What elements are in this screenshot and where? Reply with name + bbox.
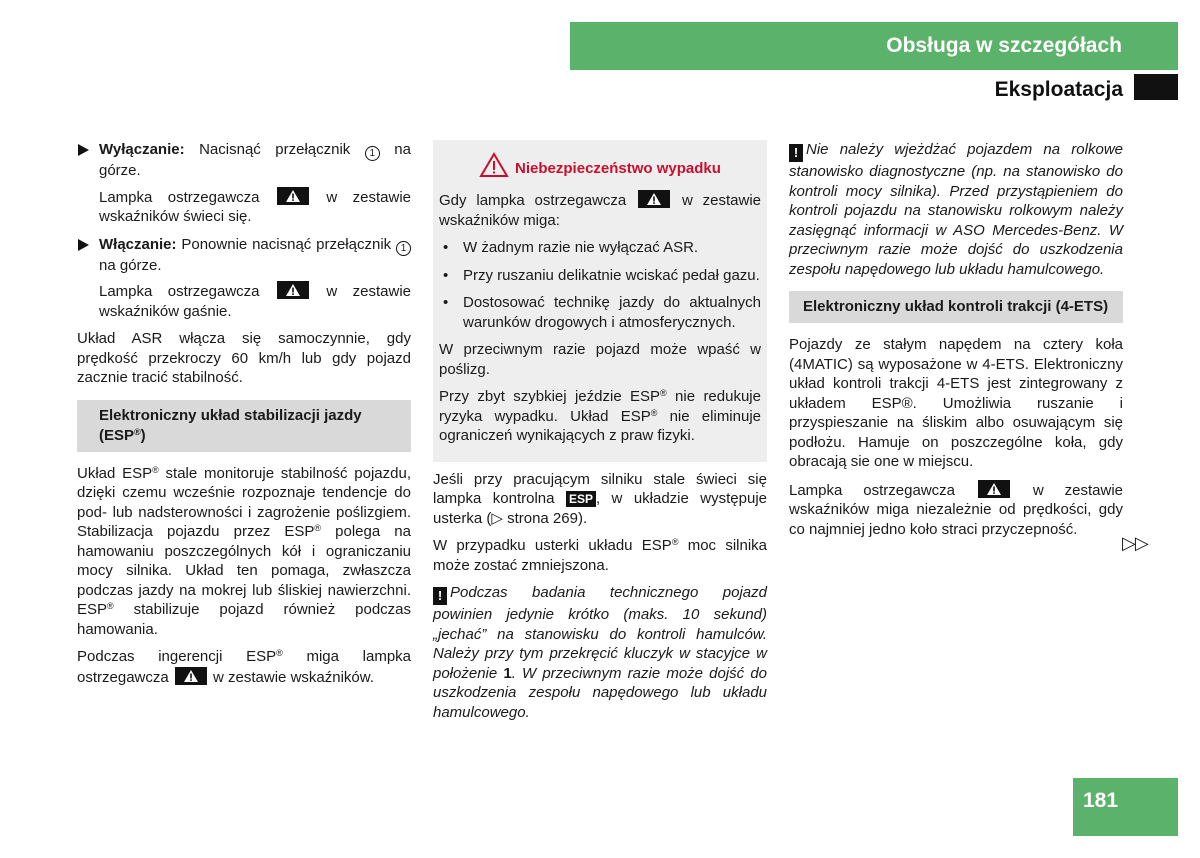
warning-triangle-icon — [175, 667, 207, 685]
list-item: • Przy ruszaniu delikatnie wciskać pedał gazu. — [439, 266, 761, 286]
page-reference-icon: ▷ — [491, 509, 503, 527]
section-title: Eksploatacja — [994, 78, 1123, 101]
step-switch-off: Wyłączanie: Nacisnąć przełącznik 1 na górze. — [77, 140, 411, 181]
esp-section-heading: Elektroniczny układ stabilizacji jazdy (ESP®) — [77, 400, 411, 452]
chapter-header-bar — [570, 22, 1178, 70]
esp-power-paragraph: W przypadku usterki układu ESP® moc silnika może zostać zmniejszona. — [433, 537, 767, 574]
arrow-right-icon — [78, 144, 89, 156]
danger-physics: Przy zbyt szybkiej jeździe ESP® nie redukuje ryzyka wypadku. Układ ESP® nie eliminuje ograniczeń wynikających z praw fizyki. — [439, 388, 761, 444]
page-number-box — [1073, 778, 1178, 836]
exclamation-icon: ! — [433, 587, 447, 605]
section-marker — [1134, 74, 1178, 100]
dyno-note: ! Nie należy wjeżdżać pojazdem na rolkowe stanowisko diagnostyczne (np. na stanowisko do kontroli mocy silnika). Przed przystąpieniem do kontroli pojazdu na stanowisku rolkowym należy zasięgnąć informacji w ASO Mercedes-Benz. W przeciwnym razie może dojść do uszkodzenia zespołu napędowego lub układu hamulcowego. — [789, 141, 1123, 278]
chapter-title: Obsługa w szczegółach — [886, 34, 1122, 57]
lamp-on-text: Lampka ostrzegawcza w zestawie wskaźników świeci się. — [99, 188, 411, 225]
switch-number-icon: 1 — [396, 241, 411, 256]
step-switch-on: Włączanie: Ponownie nacisnąć przełącznik 1 na górze. — [77, 235, 411, 276]
ets-paragraph: Pojazdy ze stałym napędem na cztery koła (4MATIC) są wyposażone w 4-ETS. Elektroniczny układ kontroli trakcji 4-ETS jest zintegrowany z układem ESP®. Umożliwia ruszanie i przyspieszanie na śliskim albo osuwającym się podłożu. Hamuje on poszczególne koła, gdy obracają sie one w miejscu. — [789, 336, 1123, 470]
danger-triangle-icon — [479, 152, 509, 178]
list-item: • Dostosować technikę jazdy do aktualnych warunków drogowych i atmosferycznych. — [439, 293, 761, 332]
warning-triangle-icon — [277, 281, 309, 299]
danger-title: Niebezpieczeństwo wypadku — [439, 152, 761, 180]
list-item: • W żadnym razie nie wyłączać ASR. — [439, 238, 761, 258]
lamp-off-text: Lampka ostrzegawcza w zestawie wskaźników gaśnie. — [99, 283, 411, 320]
page-number: 181 — [1083, 789, 1119, 812]
column-1 — [77, 140, 411, 695]
esp-lamp-icon: ESP — [566, 491, 596, 507]
danger-box — [433, 140, 767, 462]
ets-section-heading: Elektroniczny układ kontroli trakcji (4-ETS) — [789, 291, 1123, 323]
esp-intervention-paragraph: Podczas ingerencji ESP® miga lampka ostrzegawcza w zestawie wskaźników. — [77, 648, 411, 686]
warning-triangle-icon — [978, 480, 1010, 498]
step-label: Wyłączanie: — [99, 141, 185, 158]
step-label: Włączanie: — [99, 235, 177, 253]
column-2 — [433, 140, 767, 730]
column-3 — [789, 140, 1123, 547]
ets-lamp-paragraph: Lampka ostrzegawcza w zestawie wskaźników miga niezależnie od prędkości, gdy co najmniej jedno koło straci przyczepność. — [789, 481, 1123, 538]
exclamation-icon: ! — [789, 144, 803, 162]
continue-arrows-icon: ▷▷ — [1122, 533, 1148, 553]
switch-number-icon: 1 — [365, 146, 380, 161]
danger-intro: Gdy lampka ostrzegawcza w zestawie wskaźników miga: — [439, 192, 761, 229]
danger-consequence: W przeciwnym razie pojazd może wpaść w poślizg. — [439, 341, 761, 378]
asr-paragraph: Układ ASR włącza się samoczynnie, gdy prędkość przekroczy 60 km/h lub gdy pojazd zacznie tracić stabilność. — [77, 330, 411, 386]
warning-triangle-icon — [277, 187, 309, 205]
esp-paragraph: Układ ESP® stale monitoruje stabilność pojazdu, dzięki czemu wcześnie rozpoznaje tendencje do pod- lub nadsterowności i zagrożenie poślizgiem. Stabilizacja pojazdu przez ESP® polega na hamowaniu poszczególnych kół i ograniczaniu mocy silnika. Układ ten pomaga, zwłaszcza podczas jazdy na mokrej lub śliskiej nawierzchni. ESP® stabilizuje pojazd również podczas hamowania. — [77, 464, 411, 638]
danger-bullet-list — [439, 238, 761, 332]
inspection-note: ! Podczas badania technicznego pojazd powinien jedynie krótko (maks. 10 sekund) „jechać” na stanowisku do kontroli hamulców. Należy przy tym przekręcić kluczyk w stacyjce w położenie 1. W przeciwnym razie może dojść do uszkodzenia zespołu napędowego lub układu hamulcowego. — [433, 584, 768, 721]
esp-fault-paragraph: Jeśli przy pracującym silniku stale świeci się lampka kontrolna ESP , w układzie występuje usterka (▷ strona 269). — [433, 470, 767, 527]
warning-triangle-icon — [638, 190, 670, 208]
arrow-right-icon — [78, 239, 89, 251]
